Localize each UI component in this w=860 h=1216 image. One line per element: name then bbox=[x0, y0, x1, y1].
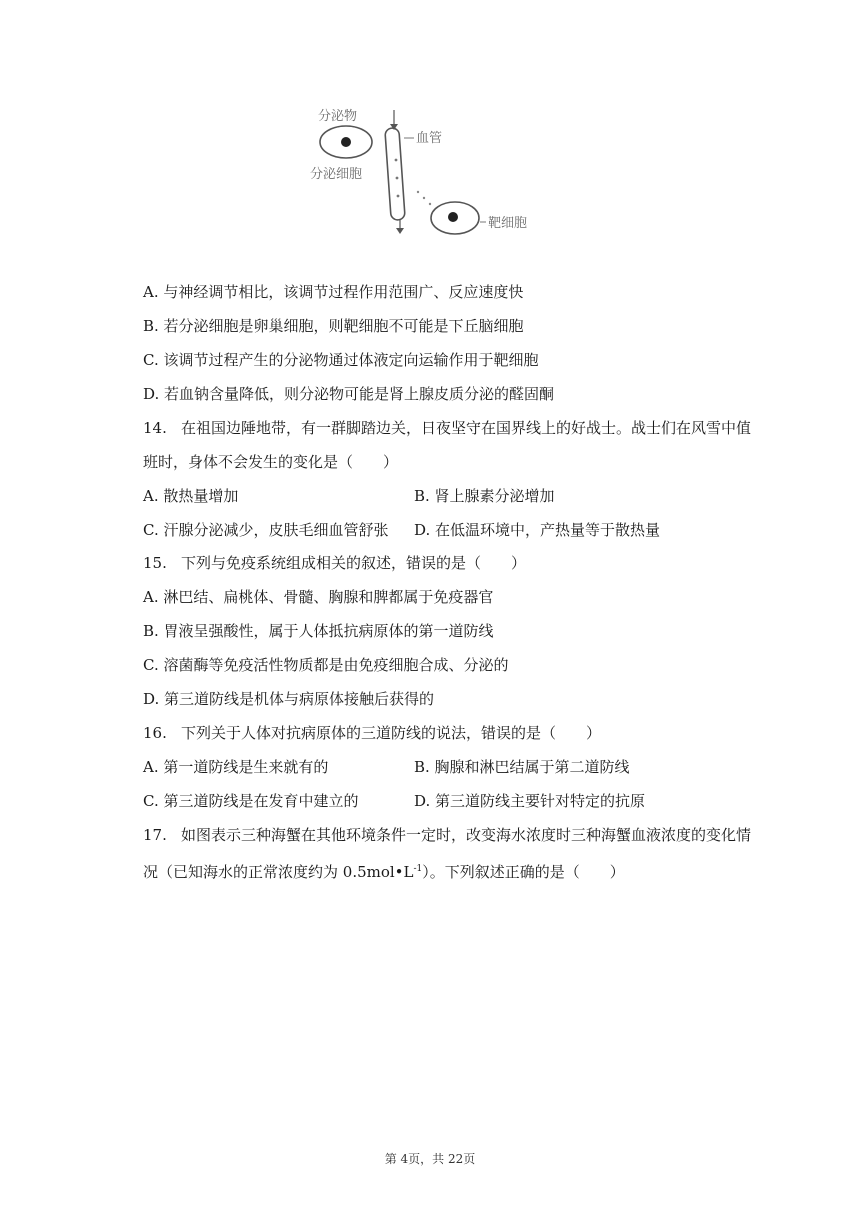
q16-option-c: C. 第三道防线是在发育中建立的 bbox=[143, 792, 359, 810]
q14-option-c: C. 汗腺分泌减少，皮肤毛细血管舒张 bbox=[143, 521, 389, 539]
q17-stem-line2 bbox=[143, 859, 625, 882]
q14-text-line1: 在祖国边陲地带，有一群脚踏边关，日夜坚守在国界线上的好战士。战士们在风雪中值 bbox=[181, 419, 752, 437]
q13-option-b: B. 若分泌细胞是卵巢细胞，则靶细胞不可能是下丘脑细胞 bbox=[143, 317, 524, 335]
q15-stem bbox=[143, 553, 526, 573]
label-target-cell: 靶细胞 bbox=[488, 216, 528, 231]
q17-text-line2-post: ）。下列叙述正确的是（ ） bbox=[422, 863, 625, 881]
q14-option-b: B. 肾上腺素分泌增加 bbox=[414, 487, 555, 505]
diagram-svg bbox=[300, 100, 570, 248]
q17-unit-superscript: -1 bbox=[413, 864, 423, 874]
q16-option-a: A. 第一道防线是生来就有的 bbox=[143, 758, 329, 776]
label-secretion: 分泌物 bbox=[318, 109, 358, 124]
target-cell-nucleus bbox=[448, 212, 458, 222]
q14-stem-line1 bbox=[143, 418, 751, 438]
q15-text: 下列与免疫系统组成相关的叙述，错误的是（ ） bbox=[181, 554, 527, 572]
label-secretory-cell: 分泌细胞 bbox=[310, 167, 363, 182]
q17-text-line2-pre: 况（已知海水的正常浓度约为 0.5mol•L bbox=[143, 863, 414, 881]
q15-option-c: C. 溶菌酶等免疫活性物质都是由免疫细胞合成、分泌的 bbox=[143, 656, 509, 674]
q14-stem-line2: 班时，身体不会发生的变化是（ ） bbox=[143, 453, 399, 471]
q17-number: 17. bbox=[143, 826, 167, 844]
label-blood-vessel: 血管 bbox=[416, 131, 443, 146]
blood-vessel-shape bbox=[385, 128, 405, 221]
q15-option-d: D. 第三道防线是机体与病原体接触后获得的 bbox=[143, 690, 435, 708]
q16-stem bbox=[143, 723, 601, 743]
page-footer: 第 4页，共 22页 bbox=[384, 1152, 476, 1166]
q16-option-d: D. 第三道防线主要针对特定的抗原 bbox=[414, 792, 646, 810]
hormone-transport-diagram bbox=[300, 100, 570, 248]
q14-number: 14. bbox=[143, 419, 167, 437]
secretory-cell-nucleus bbox=[341, 137, 351, 147]
q17-stem-line1 bbox=[143, 825, 751, 845]
q15-option-b: B. 胃液呈强酸性，属于人体抵抗病原体的第一道防线 bbox=[143, 622, 494, 640]
q15-number: 15. bbox=[143, 554, 167, 572]
q16-number: 16. bbox=[143, 724, 167, 742]
q16-text: 下列关于人体对抗病原体的三道防线的说法，错误的是（ ） bbox=[181, 724, 602, 742]
q15-option-a: A. 淋巴结、扁桃体、骨髓、胸腺和脾都属于免疫器官 bbox=[143, 588, 494, 606]
q14-option-a: A. 散热量增加 bbox=[143, 487, 239, 505]
q13-option-d: D. 若血钠含量降低，则分泌物可能是肾上腺皮质分泌的醛固酮 bbox=[143, 385, 555, 403]
q13-option-a: A. 与神经调节相比，该调节过程作用范围广、反应速度快 bbox=[143, 283, 524, 301]
q17-text-line1: 如图表示三种海蟹在其他环境条件一定时，改变海水浓度时三种海蟹血液浓度的变化情 bbox=[181, 826, 752, 844]
q14-option-d: D. 在低温环境中，产热量等于散热量 bbox=[414, 521, 661, 539]
q13-option-c: C. 该调节过程产生的分泌物通过体液定向运输作用于靶细胞 bbox=[143, 351, 539, 369]
q16-option-b: B. 胸腺和淋巴结属于第二道防线 bbox=[414, 758, 630, 776]
